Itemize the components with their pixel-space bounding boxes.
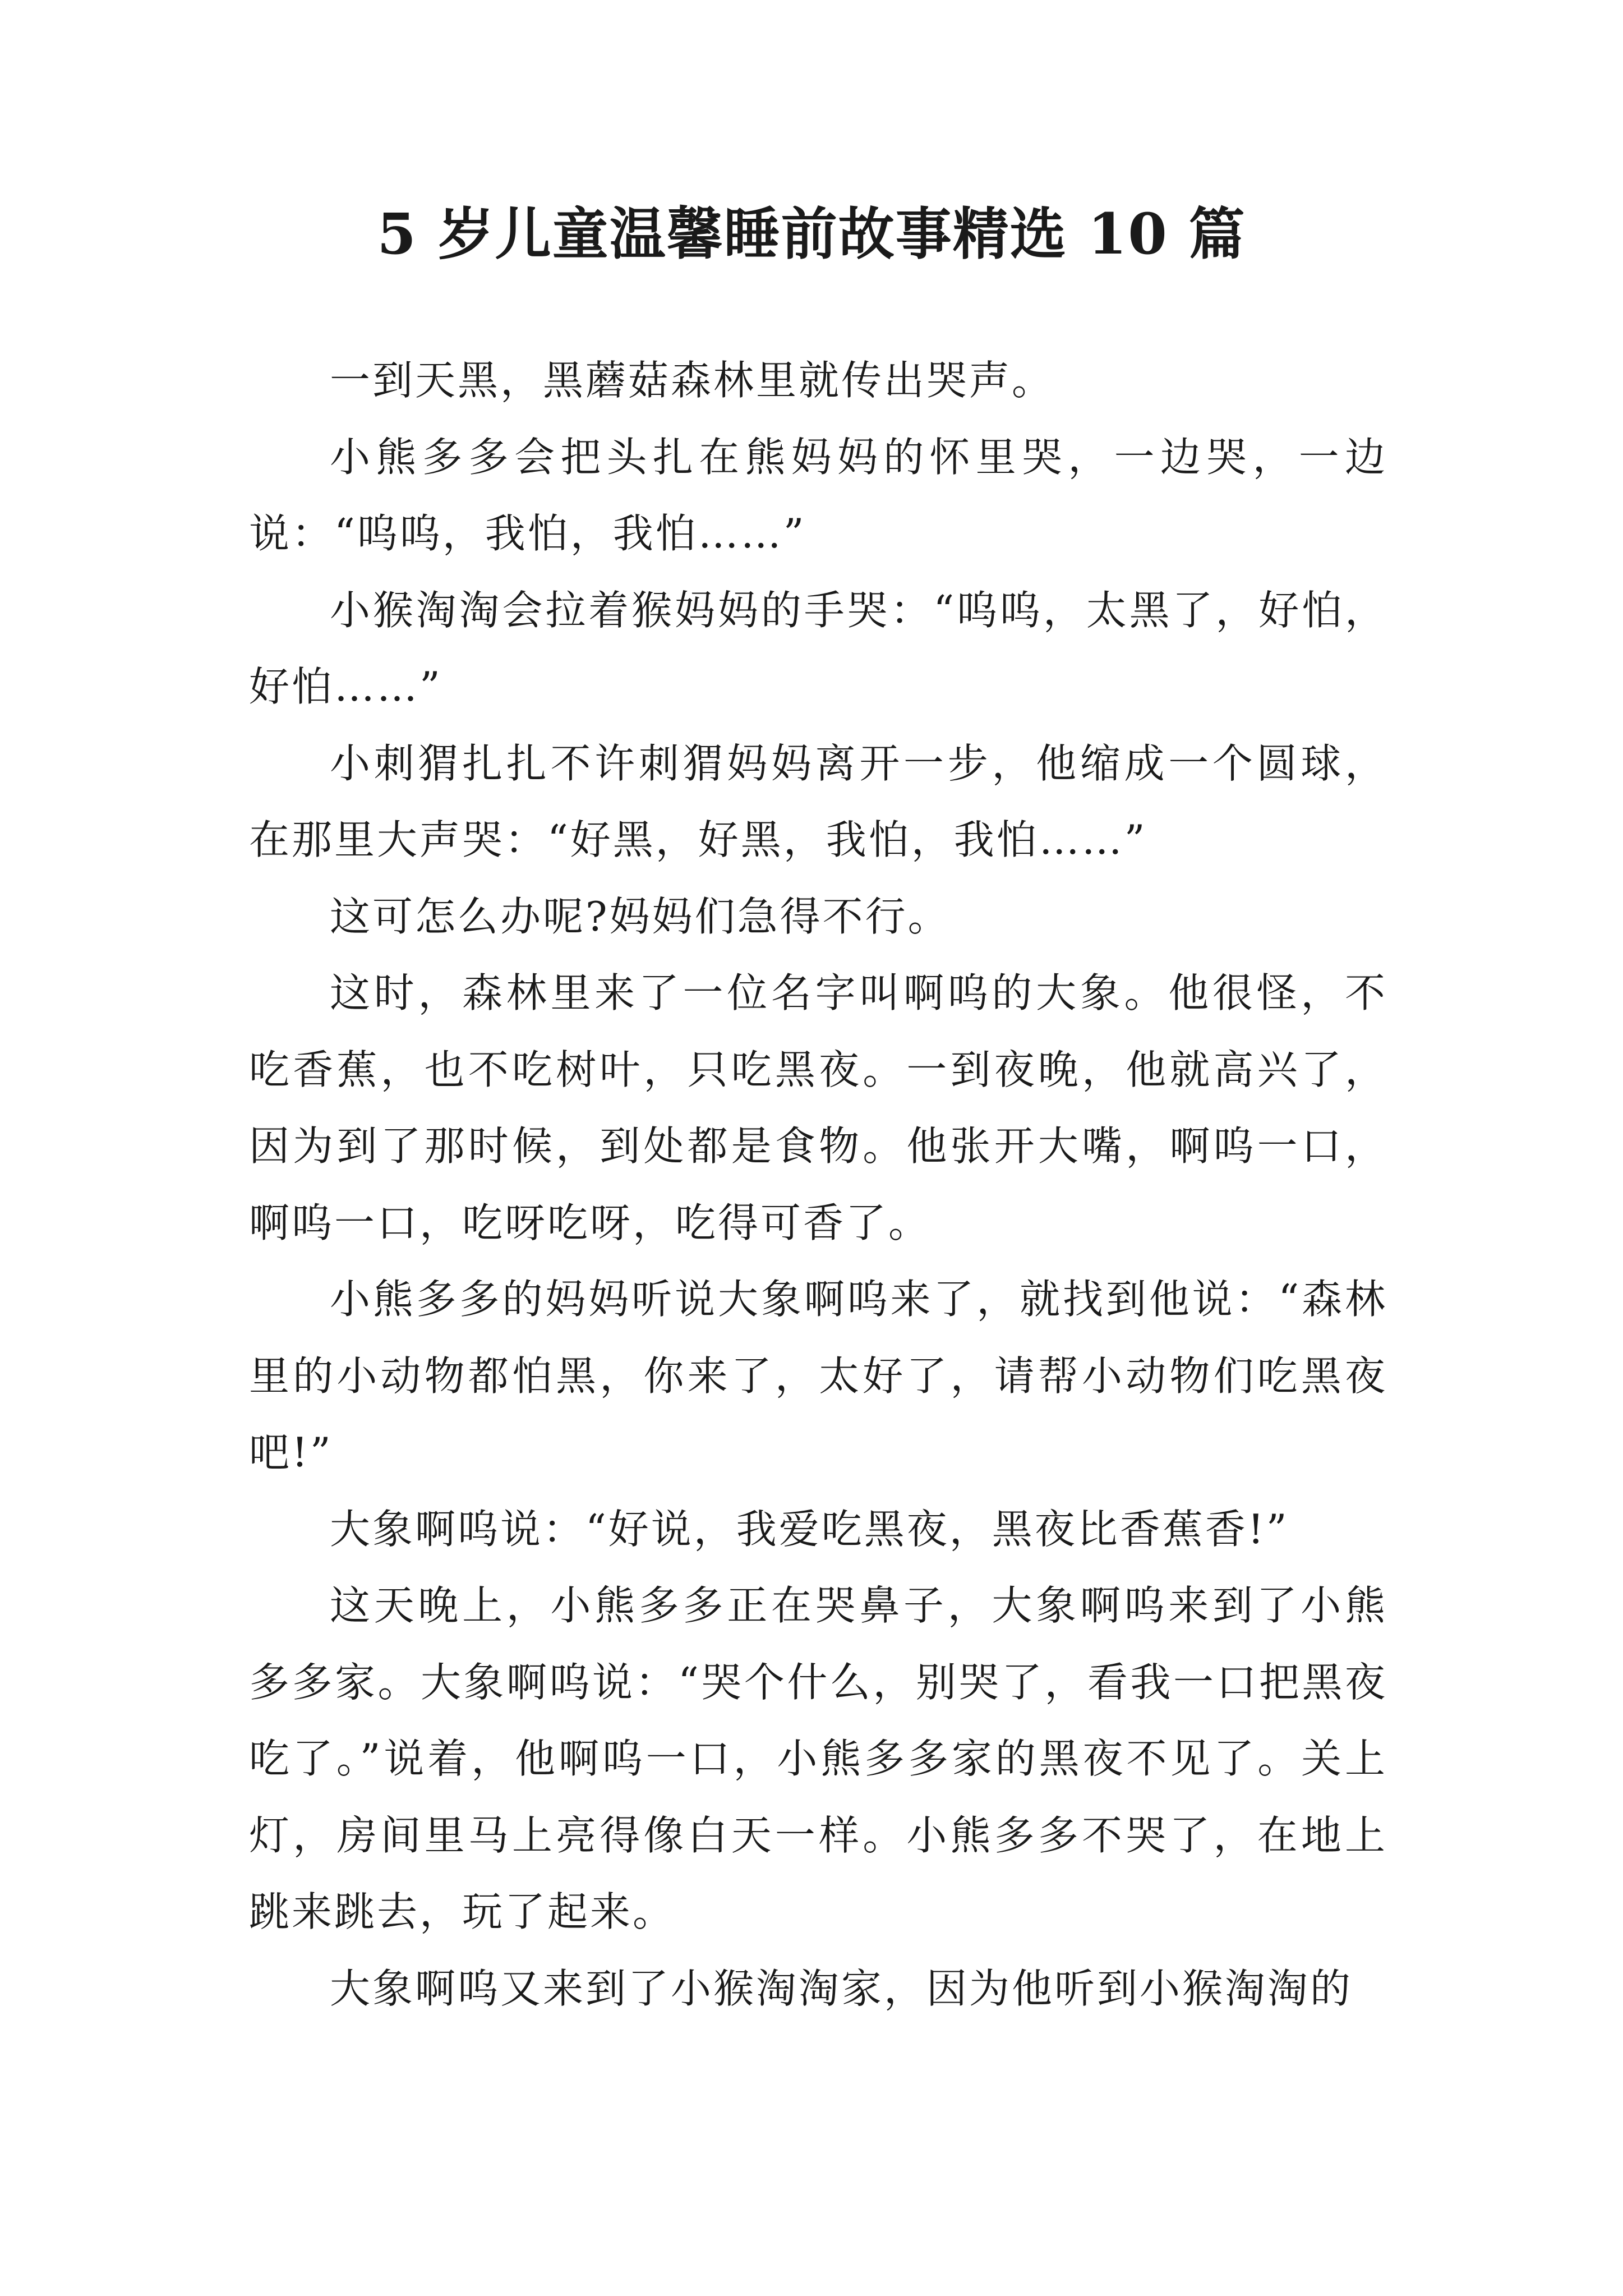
paragraph: 小熊多多的妈妈听说大象啊呜来了，就找到他说：“森林里的小动物都怕黑，你来了，太好了，请帮小动物们吃黑夜吧!” bbox=[249, 1276, 1387, 1476]
paragraph: 这可怎么办呢?妈妈们急得不行。 bbox=[330, 892, 951, 940]
paragraph: 这天晚上，小熊多多正在哭鼻子，大象啊呜来到了小熊多多家。大象啊呜说：“哭个什么，别哭了，看我一口把黑夜吃了。”说着，他啊呜一口，小熊多多家的黑夜不见了。关上灯，房间里马上亮得像白天一样。小熊多多不哭了，在地上跳来跳去，玩了起来。 bbox=[249, 1582, 1387, 1935]
paragraph: 大象啊呜又来到了小猴淘淘家，因为他听到小猴淘淘的 bbox=[330, 1964, 1353, 2012]
paragraph: 这时，森林里来了一位名字叫啊呜的大象。他很怪，不吃香蕉，也不吃树叶，只吃黑夜。一到夜晚，他就高兴了，因为到了那时候，到处都是食物。他张开大嘴，啊呜一口，啊呜一口，吃呀吃呀，吃得可香了。 bbox=[249, 969, 1387, 1246]
paragraph: 大象啊呜说：“好说，我爱吃黑夜，黑夜比香蕉香!” bbox=[330, 1505, 1289, 1553]
document-body bbox=[249, 342, 1387, 2027]
document-title: 5 岁儿童温馨睡前故事精选 10 篇 bbox=[377, 201, 1246, 267]
paragraph: 小刺猬扎扎不许刺猬妈妈离开一步，他缩成一个圆球，在那里大声哭：“好黑，好黑，我怕，我怕……” bbox=[249, 739, 1387, 863]
paragraph: 一到天黑，黑蘑菇森林里就传出哭声。 bbox=[330, 357, 1055, 404]
paragraph: 小猴淘淘会拉着猴妈妈的手哭：“呜呜，太黑了，好怕，好怕……” bbox=[249, 586, 1387, 710]
paragraph: 小熊多多会把头扎在熊妈妈的怀里哭，一边哭，一边说：“呜呜，我怕，我怕……” bbox=[249, 433, 1387, 557]
